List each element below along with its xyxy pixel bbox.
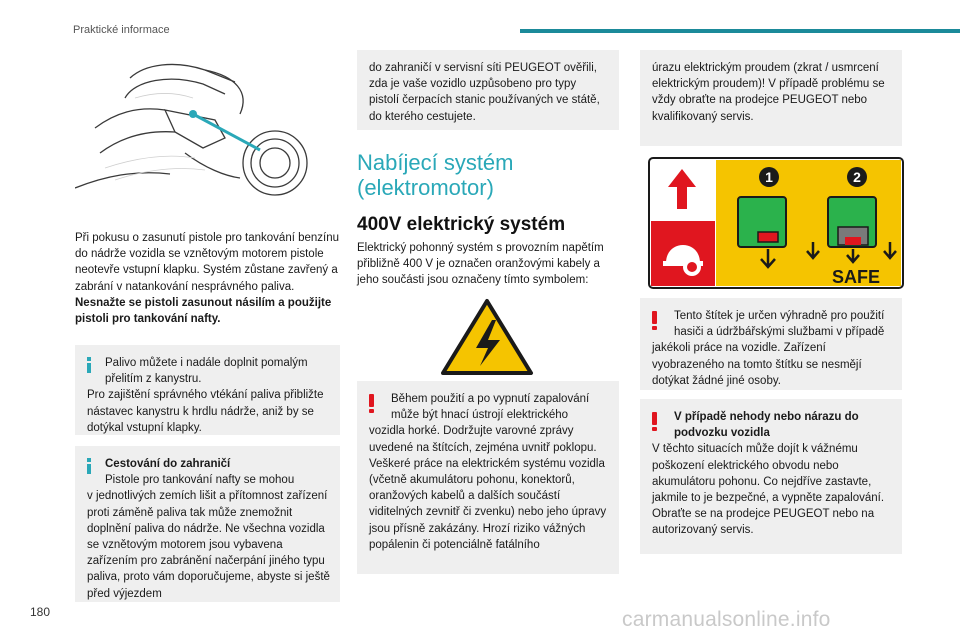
warning-box-label-lead: Tento štítek je určen výhradně pro použití hasiči a údržbářskými službami v případě <box>674 310 885 339</box>
info-icon <box>87 458 91 474</box>
heading-charging-system: Nabíjecí systém (elektromotor) <box>357 150 514 200</box>
section-title: Praktické informace <box>73 24 170 36</box>
high-voltage-warning-icon <box>440 298 534 376</box>
warning-icon <box>651 412 657 432</box>
para-400v <box>357 240 619 289</box>
warning-box-continued <box>640 50 902 146</box>
warning-box-hot-drivetrain <box>357 381 619 574</box>
info-box-canister-text: Pro zajištění správného vtékání paliva přibližte nástavec kanystru k hrdlu nádrže, aniž by se dotýkal vstupní klapky. <box>87 389 324 434</box>
info-box-canister <box>75 345 340 435</box>
label-safe-text: SAFE <box>831 267 881 287</box>
warning-icon <box>651 311 657 331</box>
heading-400v-system: 400V elektrický systém <box>357 214 566 235</box>
para-fuel-pistol: Při pokusu o zasunutí pistole pro tankování benzínu do nádrže vozidla se vznětovým motorem pistole neotevře vstupní klapku. Systém zůstane zavřený a zabrání v natankování nesprávného paliva. <box>75 232 340 293</box>
warning-box-hot-text: vozidla horké. Dodržujte varovné zprávy uvedené na štítcích, zejména uvnitř poklopu. Veškeré práce na elektrickém systému vozidla (včetně akumulátoru pohonu, konektorů, oranžových kabelů a dalších součástí viditelných zevnitř či zvenku) nebo jeho úpravy jsou přísně zakázány. Hrozí riziko vážných popálenin či potenciálně fatálního <box>369 425 607 551</box>
para-400v-text: Elektrický pohonný systém s provozním napětím přibližně 400 V je označen oranžovými kabely a jeho součásti jsou označeny tímto symbolem: <box>357 242 604 287</box>
label-number-1: 1 <box>765 169 773 185</box>
warning-box-hot-lead: Během použití a po vypnutí zapalování může být hnací ústrojí elektrického <box>391 393 590 422</box>
info-icon <box>87 357 91 373</box>
label-number-2: 2 <box>853 169 861 185</box>
warning-box-label-text: jakékoli práce na vozidle. Zařízení vyobrazeného na tomto štítku se nesmějí dotýkat žádné jiné osoby. <box>652 342 862 387</box>
warning-box-accident <box>640 399 902 554</box>
info-box-travel <box>75 446 340 602</box>
info-box-canister-lead: Palivo můžete i nadále doplnit pomalým přelitím z kanystru. <box>105 357 308 386</box>
info-box-travel-text: v jednotlivých zemích lišit a přítomnost zařízení proti záměně paliva tak může znemožnit doplnění paliva do nádrže. Ne všechna vozidla se vznětovým motorem jsou vybavena zařízením pro zabránění načerpání jiného typu paliva, proto vám doporučujeme, abyste si ještě před výjezdem <box>87 490 330 600</box>
info-box-travel-continued-text: do zahraničí v servisní síti PEUGEOT ověřili, zda je vaše vozidlo uzpůsobeno pro typy pistolí čerpacích stanic používaných ve státě, do kterého cestujete. <box>369 62 600 123</box>
para-fuel-pistol-bold: Nesnažte se pistoli zasunout násilím a použijte pistoli pro tankování nafty. <box>75 296 332 326</box>
firefighter-safe-label <box>648 157 904 289</box>
warning-box-continued-text: úrazu elektrickým proudem (zkrat / usmrcení elektrickým proudem)! V případě problému se vždy obraťte na prodejce PEUGEOT nebo kvalifikovaný servis. <box>652 62 885 123</box>
column-1-text <box>75 230 340 327</box>
info-box-travel-continued <box>357 50 619 130</box>
warning-icon <box>368 394 374 414</box>
watermark: carmanualsonline.info <box>622 608 831 631</box>
fuel-filler-illustration <box>75 58 330 218</box>
header-accent-bar <box>520 29 960 33</box>
info-box-travel-title: Cestování do zahraničí <box>105 458 231 470</box>
page-number: 180 <box>30 605 51 619</box>
warning-box-label-use <box>640 298 902 390</box>
warning-box-accident-text: V těchto situacích může dojít k vážnému poškození elektrického obvodu nebo akumulátoru pohonu. Co nejdříve zastavte, jakmile to je bezpečné, a vypněte zapalování. Obraťte se na prodejce PEUGEOT nebo na autorizovaný servis. <box>652 443 885 537</box>
warning-box-accident-title: V případě nehody nebo nárazu do podvozku vozidla <box>674 411 859 440</box>
info-box-travel-lead: Pistole pro tankování nafty se mohou <box>105 474 295 487</box>
